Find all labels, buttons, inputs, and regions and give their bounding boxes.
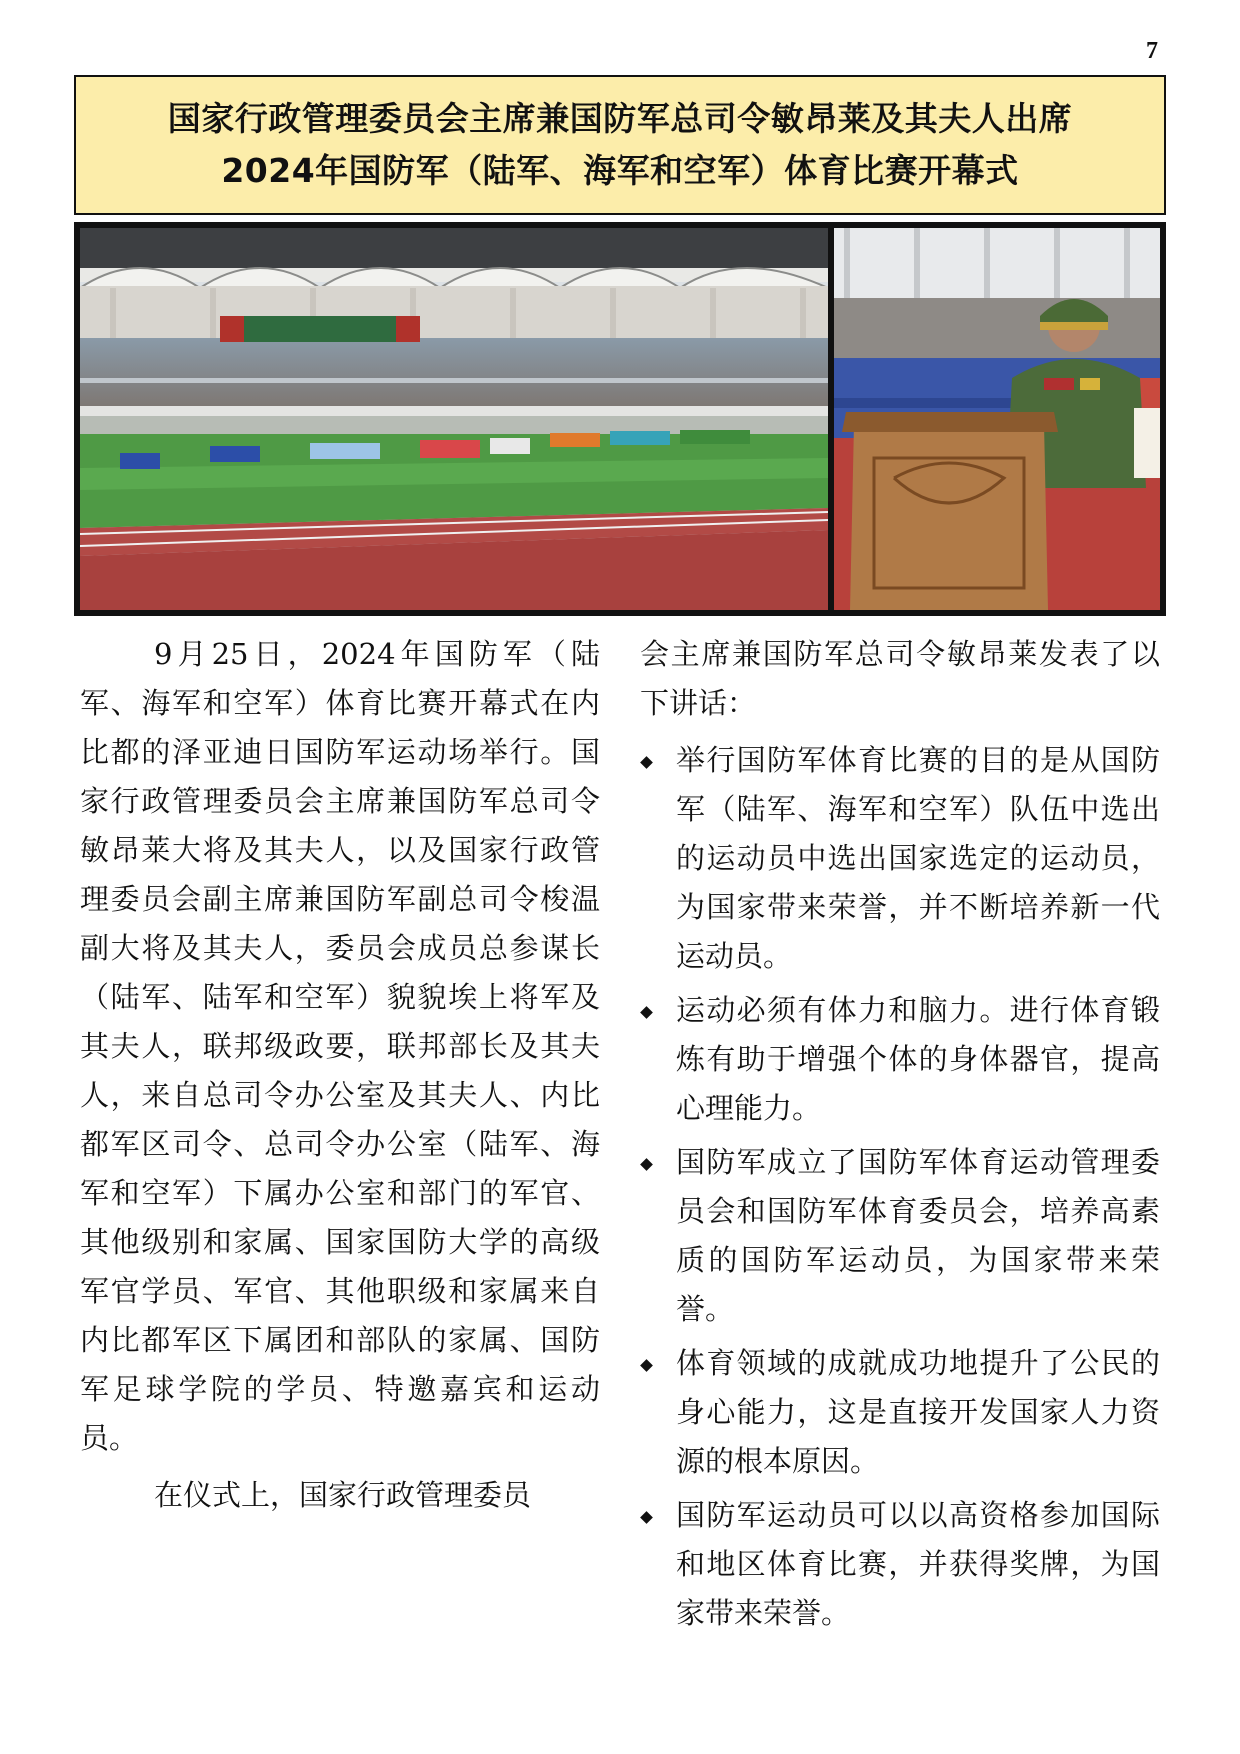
diamond-bullet-icon [640,756,653,769]
title-line-2: 2024年国防军（陆军、海军和空军）体育比赛开幕式 [221,151,1019,190]
article-paragraph-2-start: 在仪式上，国家行政管理委员 [154,1478,532,1512]
speech-point-text: 国防军成立了国防军体育运动管理委员会和国防军体育委员会，培养高素质的国防军运动员，为国家带来荣誉。 [676,1145,1160,1326]
list-item [640,1339,1160,1486]
diamond-bullet-icon [640,1511,653,1524]
speech-point-text: 体育领域的成就成功地提升了公民的身心能力，这是直接开发国家人力资源的根本原因。 [676,1346,1160,1478]
list-item [640,1491,1160,1638]
text-column-right [640,630,1160,1643]
speech-point-text: 举行国防军体育比赛的目的是从国防军（陆军、海军和空军）队伍中选出的运动员中选出国家选定的运动员，为国家带来荣誉，并不断培养新一代运动员。 [676,743,1160,973]
diamond-bullet-icon [640,1359,653,1372]
stadium-illustration [80,228,828,610]
list-item [640,1138,1160,1334]
podium-illustration [834,228,1160,610]
page-number: 7 [1146,38,1158,64]
list-item [640,736,1160,981]
photo-strip [74,222,1166,616]
title-box [74,75,1166,215]
speech-point-text: 运动必须有体力和脑力。进行体育锻炼有助于增强个体的身体器官，提高心理能力。 [676,993,1160,1125]
title-line-1: 国家行政管理委员会主席兼国防军总司令敏昂莱及其夫人出席 [167,99,1073,138]
stadium-photo [80,228,828,610]
diamond-bullet-icon [640,1158,653,1171]
speech-point-text: 国防军运动员可以以高资格参加国际和地区体育比赛，并获得奖牌，为国家带来荣誉。 [676,1498,1160,1630]
text-column-left [80,630,600,1520]
article-paragraph-1: 9月25日，2024年国防军（陆军、海军和空军）体育比赛开幕式在内比都的泽亚迪日国防军运动场举行。国家行政管理委员会主席兼国防军总司令敏昂莱大将及其夫人，以及国家行政管理委员会副主席兼国防军副总司令梭温副大将及其夫人，委员会成员总参谋长（陆军、陆军和空军）貌貌埃上将军及其夫人，联邦级政要，联邦部长及其夫人，来自总司令办公室及其夫人、内比都军区司令、总司令办公室（陆军、海军和空军）下属办公室和部门的军官、其他级别和家属、国家国防大学的高级军官学员、军官、其他职级和家属来自内比都军区下属团和部队的家属、国防军足球学院的学员、特邀嘉宾和运动员。 [80,637,600,1455]
list-item [640,986,1160,1133]
podium-photo [834,228,1160,610]
article-paragraph-2-continued: 会主席兼国防军总司令敏昂莱发表了以下讲话： [640,637,1160,720]
diamond-bullet-icon [640,1006,653,1019]
speech-points-list [640,736,1160,1638]
